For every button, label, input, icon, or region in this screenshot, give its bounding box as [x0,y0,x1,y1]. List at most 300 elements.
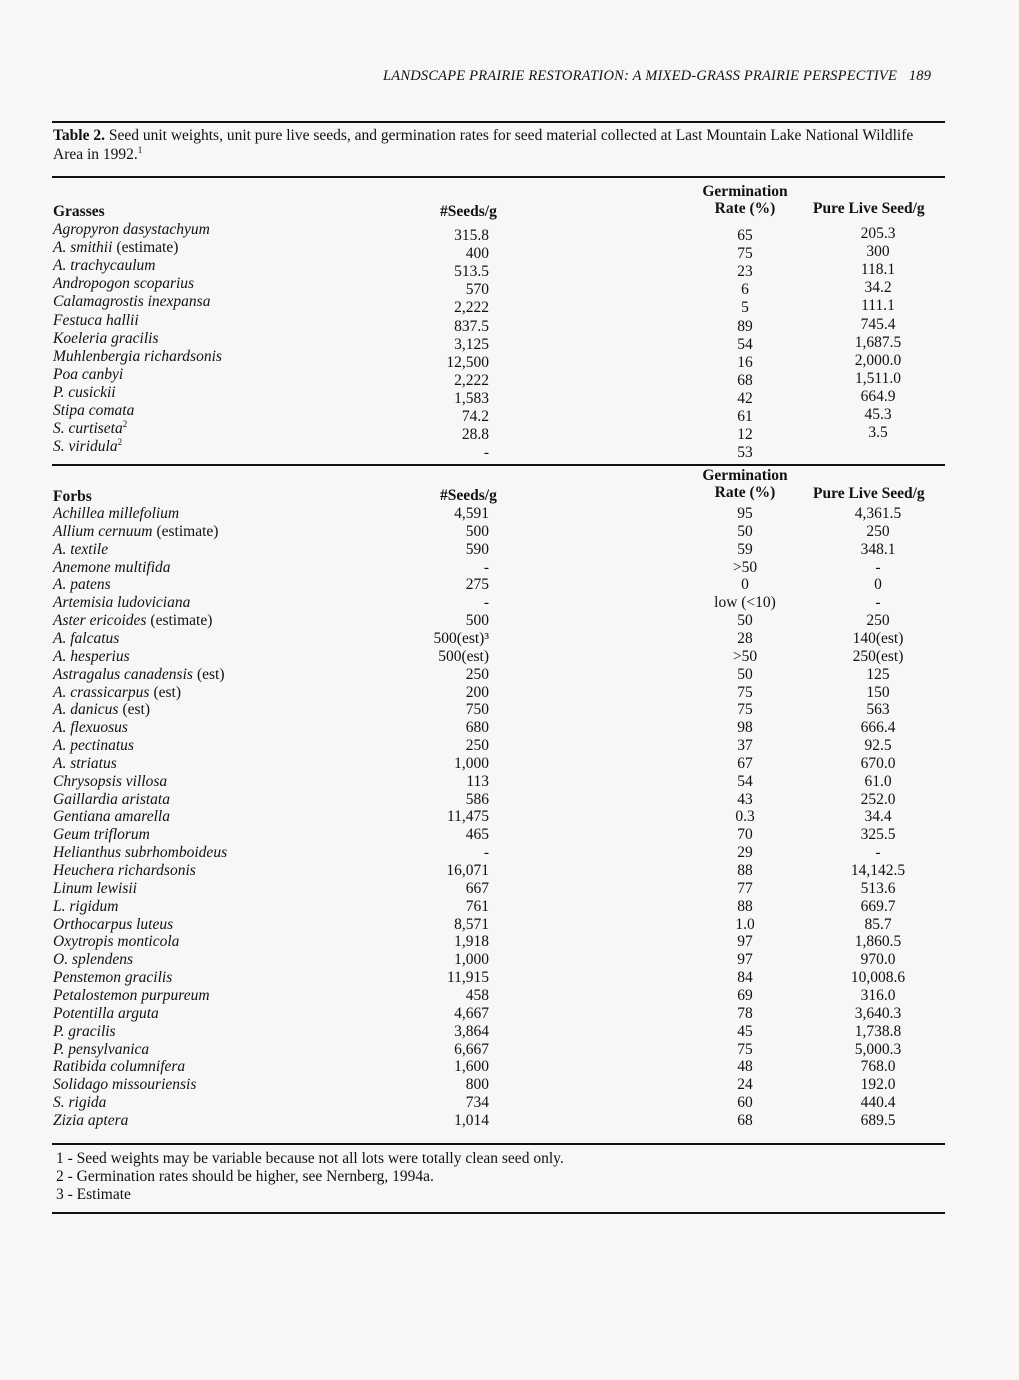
species-cell [53,951,133,969]
table-row [0,365,1019,389]
germination-rate-cell: 24 [737,1076,753,1094]
seeds-per-gram-cell: 2,222 [454,299,489,317]
pure-live-seed-cell: 192.0 [860,1076,896,1094]
seeds-per-gram-cell: 11,915 [446,969,489,987]
species-note: (estimate) [156,522,219,540]
table-row [0,808,1019,826]
seeds-per-gram-cell: 734 [465,1094,489,1112]
pure-live-seed-cell: 34.2 [864,279,892,297]
table-row [0,1005,1019,1023]
seeds-per-gram-cell: 275 [465,576,489,594]
germination-rate-cell: 54 [737,772,753,790]
species-name: Aster ericoides [53,612,147,630]
germination-rate-cell: 77 [737,879,753,897]
germination-rate-cell: 16 [737,353,753,371]
seeds-per-gram-cell: 3,864 [454,1022,489,1040]
species-cell [53,1094,106,1112]
germination-rate-cell: 98 [737,719,753,737]
species-cell [53,1058,185,1076]
table-row [0,684,1019,702]
germination-rate-cell: >50 [732,558,758,576]
table-row [0,1058,1019,1076]
pure-live-seed-cell: 250 [866,522,890,540]
footnote-rule [52,1143,945,1145]
seeds-per-gram-cell: 28.8 [461,426,489,444]
species-name: Solidago missouriensis [53,1076,197,1094]
pure-live-seed-cell: 666.4 [860,719,896,737]
species-name: Penstemon gracilis [53,969,173,987]
footnote-1: 1 - Seed weights may be variable because not all lots were totally clean seed only. [56,1150,564,1167]
seeds-per-gram-cell: 500 [465,522,489,540]
germination-rate-cell: 0.3 [735,808,755,826]
species-name: Orthocarpus luteus [53,915,174,933]
table-row [0,523,1019,541]
table-row [0,1023,1019,1041]
page-number: 189 [908,68,932,84]
species-name: Astragalus canadensis [53,665,193,683]
species-cell [53,791,170,809]
seeds-per-gram-cell: 4,591 [454,505,489,522]
pure-live-seed-cell: 1,860.5 [854,933,902,951]
seeds-per-gram-cell: 680 [465,719,489,737]
seeds-per-gram-cell: - [483,844,489,862]
germination-rate-cell: 84 [737,969,753,987]
seeds-per-gram-cell: - [483,594,489,612]
germination-rate-cell: 69 [737,986,753,1004]
footnote-3: 3 - Estimate [56,1186,131,1203]
species-cell [53,594,190,612]
pure-live-seed-cell: 670.0 [860,754,896,772]
pure-live-seed-cell: 970.0 [860,951,896,969]
species-name: Petalostemon purpureum [53,986,210,1004]
table-row [0,666,1019,684]
pure-live-seed-cell: 5,000.3 [854,1040,902,1058]
species-cell [53,898,118,916]
species-name: Ratibida columnifera [53,1058,186,1076]
seeds-per-gram-cell: 800 [465,1076,489,1094]
species-name: A. striatus [53,754,117,772]
footnote-2: 2 - Germination rates should be higher, see Nernberg, 1994a. [56,1168,434,1185]
pure-live-seed-cell: 14,142.5 [850,862,906,879]
species-name: A. hesperius [53,647,130,665]
germination-rate-cell: 53 [737,444,753,462]
species-name: Muhlenbergia richardsonis [53,347,222,365]
germination-rate-cell: 5 [741,299,749,317]
caption-footnote-marker: 1 [137,144,143,155]
germination-rate-cell: 97 [737,951,753,969]
species-note: (est) [122,701,150,719]
seeds-per-gram-cell: 750 [465,701,489,719]
forbs-germination-header-line2: Rate (%) [714,484,776,501]
species-name: Poa canbyi [53,365,124,383]
species-cell [53,666,224,684]
table-row [0,329,1019,353]
species-name: A. falcatus [53,629,120,647]
pure-live-seed-cell: 689.5 [860,1111,896,1129]
seeds-per-gram-cell: 400 [465,245,489,263]
table-row [0,311,1019,335]
germination-rate-cell: 28 [737,629,753,647]
pure-live-seed-cell: - [875,844,881,862]
species-name: O. splendens [53,951,134,969]
pure-live-seed-cell: 125 [866,665,890,683]
pure-live-seed-cell: 563 [866,701,890,719]
germination-rate-cell: 50 [737,612,753,630]
germination-rate-cell: 61 [737,408,753,425]
table-row [0,737,1019,755]
seeds-per-gram-cell: 500 [465,612,489,630]
species-note: (estimate) [150,612,213,630]
germination-rate-cell: 45 [737,1022,753,1040]
germination-rate-cell: 70 [737,826,753,844]
table-row [0,773,1019,791]
species-cell [53,402,134,420]
germination-rate-cell: >50 [732,647,758,665]
germination-rate-cell: 50 [737,522,753,540]
table-row [0,383,1019,407]
seeds-per-gram-cell: 1,000 [454,754,489,772]
table-row [0,701,1019,719]
species-name: Gaillardia aristata [53,790,170,808]
table-row [0,969,1019,987]
germination-rate-cell: 50 [737,665,753,683]
pure-live-seed-cell: 250(est) [852,647,904,665]
table-row [0,275,1019,299]
seeds-per-gram-cell: 8,571 [454,915,489,933]
pure-live-seed-cell: 118.1 [860,261,896,279]
seeds-per-gram-cell: - [483,444,489,462]
germination-header-line1: Germination [702,183,788,200]
table-row [0,844,1019,862]
seeds-per-gram-cell: 1,918 [454,933,489,951]
species-name: A. textile [53,540,109,558]
species-cell [53,275,194,293]
species-cell [53,1112,128,1130]
pure-live-seed-cell: 669.7 [860,897,896,915]
section-rule [52,464,945,466]
table-row [0,826,1019,844]
species-name: Agropyron dasystachyum [53,221,210,238]
seeds-per-gram-cell: 250 [465,665,489,683]
germination-rate-cell: 68 [737,371,753,389]
species-name: Andropogon scoparius [53,275,195,293]
germination-rate-cell: 59 [737,540,753,558]
table-row [0,951,1019,969]
species-name: A. crassicarpus [53,683,150,701]
species-note: (est) [153,683,181,701]
germination-rate-cell: 12 [737,426,753,444]
species-name: Koeleria gracilis [53,329,159,347]
table-row [0,862,1019,880]
table-row [0,1076,1019,1094]
species-name: Zizia aptera [53,1111,129,1129]
species-cell [53,1005,159,1023]
species-cell [53,348,222,366]
table-row [0,933,1019,951]
table-caption [53,126,943,164]
pls-header: Pure Live Seed/g [813,200,925,217]
table-row [0,293,1019,317]
seeds-per-gram-cell: 200 [465,683,489,701]
seeds-per-gram-cell: 570 [465,281,489,299]
species-name: Chrysopsis villosa [53,772,168,790]
germination-rate-cell: 75 [737,1040,753,1058]
pure-live-seed-cell: 10,008.6 [850,969,906,987]
pure-live-seed-cell: 150 [866,683,890,701]
forbs-germination-header-line1: Germination [702,467,788,484]
germination-rate-cell: 23 [737,263,753,281]
seeds-per-gram-cell: 315.8 [454,227,489,244]
table-label: Table 2. [53,127,105,144]
table-row [0,221,1019,244]
species-name: P. gracilis [53,1022,116,1040]
germination-rate-cell: 65 [737,227,753,244]
seeds-per-gram-cell: 113 [466,772,489,790]
species-cell [53,916,173,934]
pure-live-seed-cell: 1,687.5 [854,333,902,351]
pure-live-seed-cell: 745.4 [860,315,896,333]
species-name: S. rigida [53,1094,107,1112]
table-row [0,418,1019,444]
species-name: Potentilla arguta [53,1004,159,1022]
germination-rate-cell: 29 [737,844,753,862]
species-cell [53,366,123,384]
seeds-per-gram-cell: 667 [465,879,489,897]
pure-live-seed-cell: 252.0 [860,790,896,808]
germination-rate-cell: 0 [741,576,749,594]
species-name: Festuca hallii [53,311,139,329]
germination-rate-cell: 95 [737,505,753,522]
footnote-marker: 2 [122,418,128,429]
table-caption-text: Seed unit weights, unit pure live seeds, and germination rates for seed material collected at Last Mountain Lake National Wildlife Area in 1992. [53,127,914,163]
seeds-per-gram-cell: - [483,558,489,576]
species-cell [53,933,179,951]
pure-live-seed-cell: 61.0 [864,772,892,790]
grasses-heading: Grasses [53,203,105,220]
species-cell [53,612,212,630]
table-row [0,1041,1019,1059]
germination-rate-cell: 48 [737,1058,753,1076]
germination-rate-cell: 88 [737,897,753,915]
species-cell [53,438,122,456]
table-row [0,576,1019,594]
species-name: Calamagrostis inexpansa [53,293,211,311]
seeds-per-gram-cell: 2,222 [454,371,489,389]
seeds-per-gram-cell: 1,000 [454,951,489,969]
seeds-per-gram-cell: 4,667 [454,1004,489,1022]
table-row [0,630,1019,648]
germination-rate-cell: 37 [737,737,753,755]
pure-live-seed-cell: 0 [874,576,882,594]
species-cell [53,239,178,257]
pure-live-seed-cell: 250 [866,612,890,630]
species-name: A. pectinatus [53,737,134,755]
species-cell [53,755,117,773]
species-cell [53,1041,149,1059]
species-cell [53,773,167,791]
pure-live-seed-cell: 45.3 [864,406,892,423]
table-row [0,437,1019,462]
germination-rate-cell: 67 [737,754,753,772]
seeds-per-gram-cell: 1,014 [454,1111,489,1129]
pure-live-seed-cell: 1,738.8 [854,1022,902,1040]
table-row [0,347,1019,371]
species-cell [53,576,111,594]
pure-live-seed-cell: - [875,558,881,576]
seeds-per-gram-cell: 500(est) [438,647,489,665]
germination-header [660,183,830,217]
species-name: Artemisia ludoviciana [53,594,191,612]
species-cell [53,862,196,880]
table-row [0,987,1019,1005]
table-row [0,916,1019,934]
species-cell [53,1023,116,1041]
forbs-heading: Forbs [53,488,92,505]
species-name: Linum lewisii [53,879,137,897]
germination-rate-cell: low (<10) [714,594,776,612]
species-name: Anemone multifida [53,558,171,576]
seeds-header: #Seeds/g [440,203,497,220]
species-cell [53,880,137,898]
species-name: Geum triflorum [53,826,150,844]
germination-rate-cell: 75 [737,245,753,263]
seeds-per-gram-cell: 590 [465,540,489,558]
species-name: P. cusickii [53,383,116,401]
seeds-per-gram-cell: 250 [465,737,489,755]
species-name: Oxytropis monticola [53,933,180,951]
pure-live-seed-cell: 3,640.3 [854,1004,902,1022]
species-name: Stipa comata [53,402,135,419]
germination-header-line2: Rate (%) [714,200,776,217]
species-cell [53,420,127,438]
pure-live-seed-cell: 3.5 [868,424,888,442]
pure-live-seed-cell: 4,361.5 [854,505,902,522]
table-row [0,755,1019,773]
germination-rate-cell: 75 [737,701,753,719]
species-name: Heuchera richardsonis [53,862,196,879]
seeds-per-gram-cell: 1,583 [454,389,489,407]
species-cell [53,684,181,702]
species-cell [53,541,108,559]
germination-rate-cell: 89 [737,317,753,335]
forbs-pls-header: Pure Live Seed/g [813,485,925,502]
species-name: Helianthus subrhomboideus [53,844,228,862]
species-name: A. danicus [53,701,119,719]
table-row [0,898,1019,916]
table-row [0,612,1019,630]
species-note: (estimate) [116,239,179,257]
germination-rate-cell: 60 [737,1094,753,1112]
table-row [0,1094,1019,1112]
species-name: S. curtiseta [53,420,123,438]
species-cell [53,559,171,577]
running-head-title: LANDSCAPE PRAIRIE RESTORATION: A MIXED-GRASS PRAIRIE PERSPECTIVE [383,68,898,84]
species-cell [53,257,155,275]
table-row [0,594,1019,612]
germination-rate-cell: 68 [737,1111,753,1129]
table-row [0,648,1019,666]
pure-live-seed-cell: 140(est) [852,629,904,647]
germination-rate-cell: 1.0 [735,915,755,933]
seeds-per-gram-cell: 586 [465,790,489,808]
species-cell [53,630,119,648]
caption-rule [52,176,945,178]
table-row [0,791,1019,809]
species-cell [53,701,150,719]
seeds-per-gram-cell: 3,125 [454,335,489,353]
germination-rate-cell: 75 [737,683,753,701]
species-name: Allium cernuum [53,522,153,540]
species-cell [53,384,116,402]
table-row [0,559,1019,577]
table-row [0,1112,1019,1130]
species-name: Gentiana amarella [53,808,170,826]
seeds-per-gram-cell: 16,071 [446,862,489,879]
seeds-per-gram-cell: 1,600 [454,1058,489,1076]
species-cell [53,221,210,239]
table-row [0,239,1019,263]
species-cell [53,826,150,844]
pure-live-seed-cell: 348.1 [860,540,896,558]
pure-live-seed-cell: 325.5 [860,826,896,844]
pure-live-seed-cell: 111.1 [861,297,895,315]
pure-live-seed-cell: 440.4 [860,1094,896,1112]
bottom-rule [52,1212,945,1214]
table-row [0,402,1019,425]
germination-rate-cell: 88 [737,862,753,879]
pure-live-seed-cell: 85.7 [864,915,892,933]
pure-live-seed-cell: 300 [866,243,890,261]
pure-live-seed-cell: 664.9 [860,387,896,405]
species-cell [53,844,227,862]
species-name: A. smithii [53,239,113,257]
pure-live-seed-cell: 1,511.0 [855,369,901,387]
species-cell [53,312,139,330]
table-row [0,541,1019,559]
table-row [0,257,1019,281]
species-cell [53,1076,196,1094]
seeds-per-gram-cell: 74.2 [461,408,489,425]
species-cell [53,293,210,311]
top-rule [52,121,945,123]
species-cell [53,737,134,755]
forbs-germination-header [660,467,830,501]
seeds-per-gram-cell: 12,500 [446,353,489,371]
species-name: L. rigidum [53,897,119,915]
germination-rate-cell: 43 [737,790,753,808]
seeds-per-gram-cell: 6,667 [454,1040,489,1058]
pure-live-seed-cell: - [875,594,881,612]
species-cell [53,719,128,737]
seeds-per-gram-cell: 500(est)³ [433,629,489,647]
species-cell [53,969,172,987]
seeds-per-gram-cell: 11,475 [446,808,489,826]
germination-rate-cell: 42 [737,389,753,407]
footnote-marker: 2 [117,437,123,448]
germination-rate-cell: 54 [737,335,753,353]
seeds-per-gram-cell: 465 [465,826,489,844]
germination-rate-cell: 97 [737,933,753,951]
seeds-per-gram-cell: 513.5 [454,263,489,281]
pure-live-seed-cell: 316.0 [860,986,896,1004]
pure-live-seed-cell: 205.3 [860,225,896,242]
forbs-seeds-header: #Seeds/g [440,487,497,504]
pure-live-seed-cell: 768.0 [860,1058,896,1076]
seeds-per-gram-cell: 837.5 [454,317,489,335]
species-name: Achillea millefolium [53,505,180,522]
species-name: P. pensylvanica [53,1040,150,1058]
pure-live-seed-cell: 513.6 [860,879,896,897]
